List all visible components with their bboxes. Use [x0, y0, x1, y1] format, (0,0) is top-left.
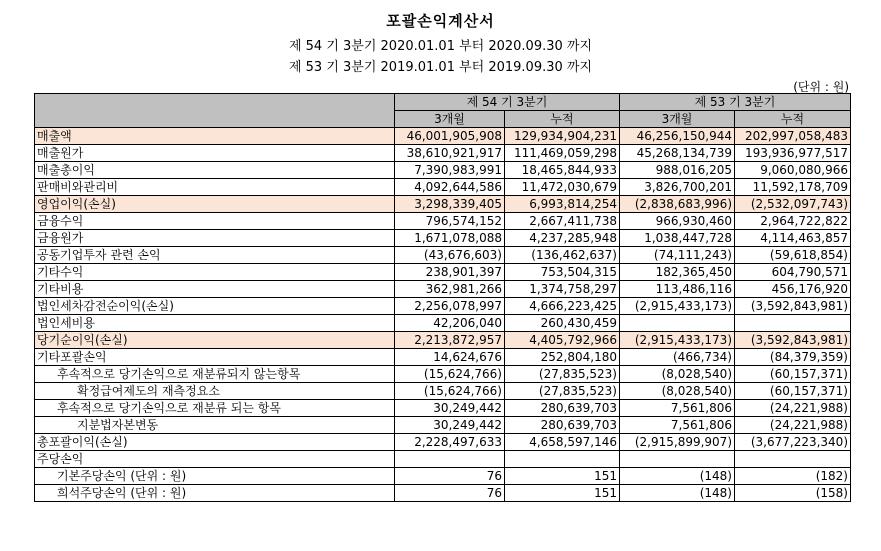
- cell-c3: 7,390,983,991: [395, 162, 505, 179]
- cell-pcum: 193,936,977,517: [735, 145, 851, 162]
- row-label: 판매비와관리비: [35, 179, 395, 196]
- cell-c3: 362,981,266: [395, 281, 505, 298]
- table-row: [35, 247, 851, 264]
- cell-ccum: 260,430,459: [505, 315, 620, 332]
- cell-ccum: 18,465,844,933: [505, 162, 620, 179]
- cell-p3: (2,838,683,996): [620, 196, 735, 213]
- table-row: [35, 230, 851, 247]
- cell-p3: 1,038,447,728: [620, 230, 735, 247]
- table-row: [35, 281, 851, 298]
- cell-ccum: 4,405,792,966: [505, 332, 620, 349]
- header-current-period: 제 54 기 3분기: [395, 94, 620, 111]
- row-label: 법인세비용: [35, 315, 395, 332]
- cell-ccum: 111,469,059,298: [505, 145, 620, 162]
- table-row: [35, 162, 851, 179]
- row-label: 기본주당손익 (단위 : 원): [35, 468, 395, 485]
- cell-pcum: (158): [735, 485, 851, 502]
- cell-ccum: 1,374,758,297: [505, 281, 620, 298]
- cell-pcum: 202,997,058,483: [735, 128, 851, 145]
- cell-p3: (8,028,540): [620, 366, 735, 383]
- table-row: [35, 332, 851, 349]
- cell-p3: 988,016,205: [620, 162, 735, 179]
- cell-pcum: 456,176,920: [735, 281, 851, 298]
- cell-p3: 966,930,460: [620, 213, 735, 230]
- unit-label: (단위 : 원): [793, 80, 849, 94]
- row-label: 금융수익: [35, 213, 395, 230]
- cell-c3: 2,213,872,957: [395, 332, 505, 349]
- table-row: [35, 366, 851, 383]
- cell-ccum: (27,835,523): [505, 366, 620, 383]
- table-row: [35, 196, 851, 213]
- row-label: 기타포괄손익: [35, 349, 395, 366]
- cell-pcum: [735, 451, 851, 468]
- row-label: 후속적으로 당기손익으로 재분류 되는 항목: [35, 400, 395, 417]
- row-label: 금융원가: [35, 230, 395, 247]
- cell-c3: 14,624,676: [395, 349, 505, 366]
- table-row: [35, 434, 851, 451]
- table-row: [35, 145, 851, 162]
- cell-c3: 3,298,339,405: [395, 196, 505, 213]
- cell-p3: (2,915,433,173): [620, 298, 735, 315]
- table-row: [35, 468, 851, 485]
- header-prior-period: 제 53 기 3분기: [620, 94, 851, 111]
- table-row: [35, 315, 851, 332]
- row-label: 법인세차감전순이익(손실): [35, 298, 395, 315]
- row-label: 영업이익(손실): [35, 196, 395, 213]
- cell-ccum: 2,667,411,738: [505, 213, 620, 230]
- cell-c3: 76: [395, 485, 505, 502]
- table-body: [35, 128, 851, 502]
- cell-p3: 7,561,806: [620, 400, 735, 417]
- cell-pcum: (60,157,371): [735, 366, 851, 383]
- table-row: [35, 298, 851, 315]
- cell-pcum: (182): [735, 468, 851, 485]
- row-label: 매출총이익: [35, 162, 395, 179]
- table-row: [35, 417, 851, 434]
- cell-p3: (8,028,540): [620, 383, 735, 400]
- cell-c3: 796,574,152: [395, 213, 505, 230]
- cell-c3: [395, 451, 505, 468]
- cell-c3: 238,901,397: [395, 264, 505, 281]
- table-row: [35, 485, 851, 502]
- table-row: [35, 383, 851, 400]
- cell-p3: (466,734): [620, 349, 735, 366]
- cell-ccum: 280,639,703: [505, 400, 620, 417]
- table-row: [35, 400, 851, 417]
- cell-p3: [620, 451, 735, 468]
- header-prior-3m: 3개월: [620, 111, 735, 128]
- table-row: [35, 213, 851, 230]
- cell-c3: (15,624,766): [395, 366, 505, 383]
- cell-ccum: 4,658,597,146: [505, 434, 620, 451]
- cell-p3: (148): [620, 485, 735, 502]
- row-label: 당기순이익(손실): [35, 332, 395, 349]
- cell-c3: (15,624,766): [395, 383, 505, 400]
- row-label: 지분법자본변동: [35, 417, 395, 434]
- cell-p3: (2,915,433,173): [620, 332, 735, 349]
- cell-p3: 113,486,116: [620, 281, 735, 298]
- cell-c3: 38,610,921,917: [395, 145, 505, 162]
- cell-pcum: 604,790,571: [735, 264, 851, 281]
- cell-ccum: (27,835,523): [505, 383, 620, 400]
- table-row: [35, 264, 851, 281]
- cell-ccum: (136,462,637): [505, 247, 620, 264]
- cell-p3: (2,915,899,907): [620, 434, 735, 451]
- cell-ccum: 4,237,285,948: [505, 230, 620, 247]
- header-row-periods: [35, 94, 851, 111]
- cell-pcum: (3,592,843,981): [735, 332, 851, 349]
- row-label: 공동기업투자 관련 손익: [35, 247, 395, 264]
- table-row: [35, 349, 851, 366]
- cell-c3: 76: [395, 468, 505, 485]
- table-row: [35, 179, 851, 196]
- row-label: 총포괄이익(손실): [35, 434, 395, 451]
- cell-c3: 30,249,442: [395, 400, 505, 417]
- cell-pcum: (59,618,854): [735, 247, 851, 264]
- cell-ccum: 151: [505, 485, 620, 502]
- row-label: 기타수익: [35, 264, 395, 281]
- row-label: 매출액: [35, 128, 395, 145]
- row-label: 희석주당손익 (단위 : 원): [35, 485, 395, 502]
- header-current-cum: 누적: [505, 111, 620, 128]
- cell-pcum: 9,060,080,966: [735, 162, 851, 179]
- cell-pcum: (60,157,371): [735, 383, 851, 400]
- cell-c3: 30,249,442: [395, 417, 505, 434]
- cell-c3: 2,228,497,633: [395, 434, 505, 451]
- cell-pcum: [735, 315, 851, 332]
- header-account: [35, 94, 395, 128]
- period-current: 제 54 기 3분기 2020.01.01 부터 2020.09.30 까지: [288, 39, 593, 54]
- cell-p3: 45,268,134,739: [620, 145, 735, 162]
- cell-ccum: 753,504,315: [505, 264, 620, 281]
- cell-ccum: 11,472,030,679: [505, 179, 620, 196]
- cell-p3: [620, 315, 735, 332]
- cell-ccum: 151: [505, 468, 620, 485]
- row-label: 후속적으로 당기손익으로 재분류되지 않는항목: [35, 366, 395, 383]
- document-title: 포괄손익계산서: [386, 12, 495, 30]
- row-label: 주당손익: [35, 451, 395, 468]
- income-statement-table: [34, 93, 851, 502]
- cell-c3: 46,001,905,908: [395, 128, 505, 145]
- cell-c3: 2,256,078,997: [395, 298, 505, 315]
- table-row: [35, 128, 851, 145]
- cell-p3: 3,826,700,201: [620, 179, 735, 196]
- cell-c3: 1,671,078,088: [395, 230, 505, 247]
- cell-p3: (74,111,243): [620, 247, 735, 264]
- cell-pcum: 11,592,178,709: [735, 179, 851, 196]
- cell-p3: 46,256,150,944: [620, 128, 735, 145]
- cell-ccum: [505, 451, 620, 468]
- header-current-3m: 3개월: [395, 111, 505, 128]
- cell-c3: (43,676,603): [395, 247, 505, 264]
- cell-p3: 182,365,450: [620, 264, 735, 281]
- cell-p3: (148): [620, 468, 735, 485]
- cell-pcum: (24,221,988): [735, 400, 851, 417]
- cell-pcum: (84,379,359): [735, 349, 851, 366]
- header-prior-cum: 누적: [735, 111, 851, 128]
- cell-pcum: 2,964,722,822: [735, 213, 851, 230]
- period-prior: 제 53 기 3분기 2019.01.01 부터 2019.09.30 까지: [288, 60, 593, 75]
- cell-ccum: 252,804,180: [505, 349, 620, 366]
- cell-ccum: 129,934,904,231: [505, 128, 620, 145]
- cell-pcum: 4,114,463,857: [735, 230, 851, 247]
- cell-ccum: 4,666,223,425: [505, 298, 620, 315]
- row-label: 매출원가: [35, 145, 395, 162]
- cell-c3: 42,206,040: [395, 315, 505, 332]
- cell-ccum: 6,993,814,254: [505, 196, 620, 213]
- row-label: 기타비용: [35, 281, 395, 298]
- cell-pcum: (2,532,097,743): [735, 196, 851, 213]
- cell-pcum: (24,221,988): [735, 417, 851, 434]
- cell-ccum: 280,639,703: [505, 417, 620, 434]
- row-label: 확정급여제도의 재측정요소: [35, 383, 395, 400]
- cell-pcum: (3,592,843,981): [735, 298, 851, 315]
- cell-c3: 4,092,644,586: [395, 179, 505, 196]
- cell-p3: 7,561,806: [620, 417, 735, 434]
- cell-pcum: (3,677,223,340): [735, 434, 851, 451]
- table-row: [35, 451, 851, 468]
